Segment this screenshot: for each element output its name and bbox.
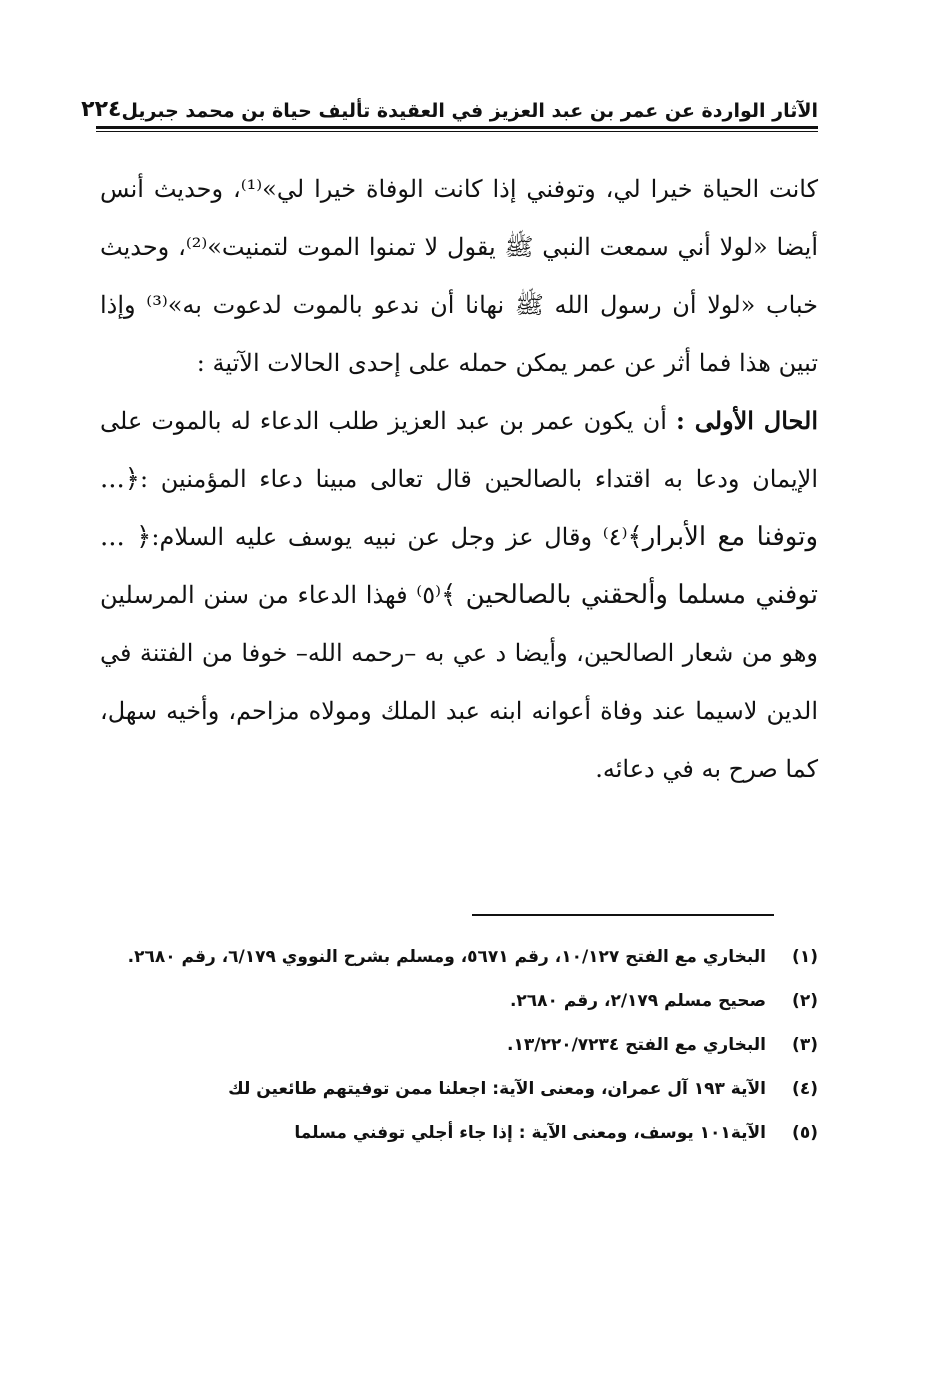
running-title: الآثار الواردة عن عمر بن عبد العزيز في العقيدة تأليف حياة بن محمد جبريل bbox=[121, 100, 818, 122]
footnote-1 bbox=[96, 938, 818, 976]
paragraph-2 bbox=[100, 392, 818, 798]
footnotes bbox=[96, 938, 818, 1158]
header-rule-thick bbox=[96, 126, 818, 129]
footnote-number: (٥) bbox=[792, 1123, 818, 1143]
quran-quote-1: ﴿... وتوفنا مع الأبرار﴾ bbox=[100, 464, 818, 552]
paragraph-2-text-b: وقال عز وجل عن نبيه يوسف عليه السلام: bbox=[151, 523, 603, 551]
footnote-text: صحيح مسلم ٢/١٧٩، رقم ٢٦٨٠. bbox=[509, 991, 766, 1011]
footnote-text: الآية ١٩٣ آل عمران، ومعنى الآية: اجعلنا ممن توفيتهم طائعين لك bbox=[228, 1079, 766, 1099]
paragraph-2-text-a: أن يكون عمر بن عبد العزيز طلب الدعاء له بالموت على الإيمان ودعا به اقتداء بالصالحين قال تعالى مبينا دعاء المؤمنين : bbox=[100, 407, 818, 493]
footnote-ref-5: ⁽٥⁾ bbox=[416, 581, 441, 609]
footnote-4 bbox=[96, 1070, 818, 1108]
paragraph-2-text-c: فهذا الدعاء من سنن المرسلين وهو من شعار الصالحين، وأيضا د عي به –رحمه الله– خوفا من الفتنة في الدين لاسيما عند وفاة أعوانه ابنه عبد الملك ومولاه مزاحم، وأخيه سهل، كما صرح به في دعائه. bbox=[100, 581, 818, 783]
footnote-text: البخاري مع الفتح ١٠/١٢٧، رقم ٥٦٧١، ومسلم بشرح النووي ٦/١٧٩، رقم ٢٦٨٠. bbox=[127, 947, 766, 967]
footnote-separator bbox=[472, 914, 774, 916]
footnote-5 bbox=[96, 1114, 818, 1152]
page-header bbox=[81, 88, 818, 122]
paragraph-1: كانت الحياة خيرا لي، وتوفني إذا كانت الوفاة خيرا لي»⁽¹⁾، وحديث أنس أيضا «لولا أني سمعت النبي ﷺ يقول لا تمنوا الموت لتمنيت»⁽²⁾، وحديث خباب «لولا أن رسول الله ﷺ نهانا أن ندعو بالموت لدعوت به»⁽³⁾ وإذا تبين هذا فما أثر عن عمر يمكن حمله على إحدى الحالات الآتية : bbox=[100, 175, 818, 377]
footnote-text: الآية١٠١ يوسف، ومعنى الآية : إذا جاء أجلي توفني مسلما bbox=[294, 1123, 766, 1143]
footnote-2 bbox=[96, 982, 818, 1020]
page-number: ٢٢٤ bbox=[81, 97, 122, 122]
main-text bbox=[100, 160, 818, 798]
footnote-number: (٤) bbox=[792, 1079, 818, 1099]
footnote-number: (٣) bbox=[792, 1035, 818, 1055]
footnote-ref-4: ⁽٤⁾ bbox=[602, 523, 628, 551]
footnote-number: (٢) bbox=[792, 991, 818, 1011]
header-rule-thin bbox=[96, 131, 818, 132]
footnote-3 bbox=[96, 1026, 818, 1064]
footnote-number: (١) bbox=[792, 947, 818, 967]
footnote-text: البخاري مع الفتح ١٣/٢٢٠/٧٢٣٤. bbox=[507, 1035, 766, 1055]
case-heading: الحال الأولى : bbox=[676, 406, 818, 435]
quran-quote-2: ﴿ ... توفني مسلما وألحقني بالصالحين ﴾ bbox=[100, 522, 818, 610]
